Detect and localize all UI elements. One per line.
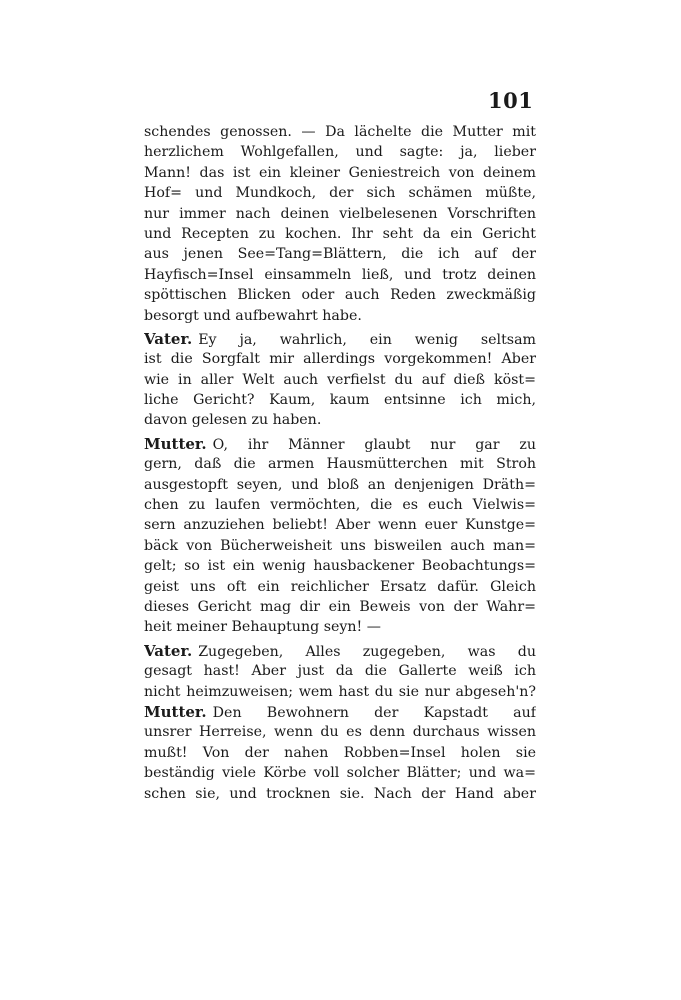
text-line: heit meiner Behauptung seyn! — bbox=[144, 619, 381, 636]
text-line: wie in aller Welt auch verfielst du auf dieß köst= bbox=[144, 371, 536, 388]
text-line: mußt! Von der nahen Robben=Insel holen sie bbox=[144, 744, 536, 761]
text-line: Hayfisch=Insel einsammeln ließ, und trotz deinen bbox=[144, 266, 536, 283]
text-line bbox=[144, 329, 536, 349]
text-line: Hof= und Mundkoch, der sich schämen müßte, bbox=[144, 185, 536, 202]
text-line bbox=[144, 702, 536, 722]
text-line bbox=[144, 434, 536, 454]
text-line: unsrer Herreise, wenn du es denn durchaus wissen bbox=[144, 724, 536, 741]
text-line: gelt; so ist ein wenig hausbackener Beobachtungs= bbox=[144, 558, 536, 575]
paragraph bbox=[144, 122, 536, 326]
speaker-label: Mutter. bbox=[144, 434, 207, 453]
paragraph bbox=[144, 702, 536, 804]
speaker-label: Vater. bbox=[144, 641, 193, 660]
text-line: Mann! das ist ein kleiner Geniestreich von deinem bbox=[144, 164, 536, 181]
text-line bbox=[144, 641, 536, 661]
line-text: Den Bewohnern der Kapstadt auf bbox=[212, 704, 536, 721]
text-line: bäck von Bücherweisheit uns bisweilen auch man= bbox=[144, 537, 536, 554]
paragraph bbox=[144, 434, 536, 638]
text-line: dieses Gericht mag dir ein Beweis von der Wahr= bbox=[144, 598, 536, 615]
text-line: schen sie, und trocknen sie. Nach der Hand aber bbox=[144, 785, 536, 802]
text-line: davon gelesen zu haben. bbox=[144, 412, 322, 429]
paragraph bbox=[144, 329, 536, 431]
paragraph bbox=[144, 641, 536, 702]
text-line: ausgestopft seyen, und bloß an denjenigen Dräth= bbox=[144, 476, 536, 493]
text-line: und Recepten zu kochen. Ihr seht da ein Gericht bbox=[144, 225, 536, 242]
text-line: aus jenen See=Tang=Blättern, die ich auf der bbox=[144, 246, 536, 263]
body-text bbox=[144, 122, 536, 804]
text-line: geist uns oft ein reichlicher Ersatz dafür. Gleich bbox=[144, 578, 536, 595]
text-line: liche Gericht? Kaum, kaum entsinne ich mich, bbox=[144, 392, 536, 409]
text-line: nur immer nach deinen vielbelesenen Vorschriften bbox=[144, 205, 536, 222]
text-line: besorgt und aufbewahrt habe. bbox=[144, 307, 362, 324]
page-number: 101 bbox=[488, 88, 534, 113]
text-line: chen zu laufen vermöchten, die es euch Vielwis= bbox=[144, 497, 536, 514]
text-line: herzlichem Wohlgefallen, und sagte: ja, lieber bbox=[144, 144, 536, 161]
text-line: sern anzuziehen beliebt! Aber wenn euer Kunstge= bbox=[144, 517, 536, 534]
text-line: gesagt hast! Aber just da die Gallerte weiß ich bbox=[144, 663, 536, 680]
text-line: ist die Sorgfalt mir allerdings vorgekommen! Aber bbox=[144, 351, 536, 368]
text-line: beständig viele Körbe voll solcher Blätter; und wa= bbox=[144, 765, 536, 782]
speaker-label: Mutter. bbox=[144, 702, 207, 721]
line-text: Ey ja, wahrlich, ein wenig seltsam bbox=[198, 331, 536, 348]
text-line: schendes genossen. — Da lächelte die Mutter mit bbox=[144, 124, 536, 140]
text-line: gern, daß die armen Hausmütterchen mit Stroh bbox=[144, 456, 536, 473]
text-line: spöttischen Blicken oder auch Reden zweckmäßig bbox=[144, 287, 536, 304]
speaker-label: Vater. bbox=[144, 329, 193, 348]
text-line: nicht heimzuweisen; wem hast du sie nur abgeseh'n? bbox=[144, 683, 536, 700]
line-text: O, ihr Männer glaubt nur gar zu bbox=[212, 436, 536, 453]
line-text: Zugegeben, Alles zugegeben, was du bbox=[198, 643, 536, 660]
